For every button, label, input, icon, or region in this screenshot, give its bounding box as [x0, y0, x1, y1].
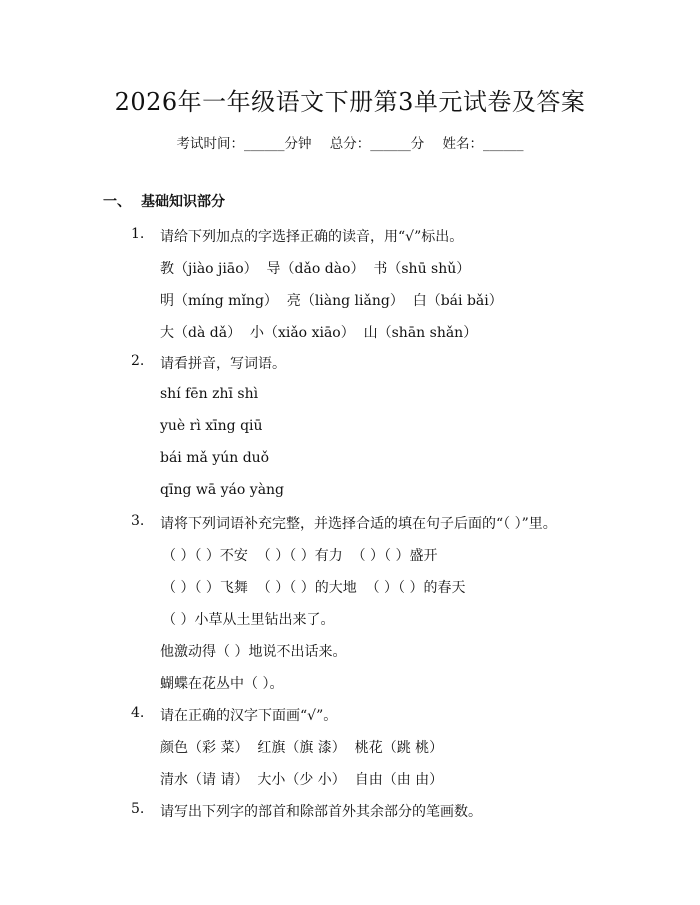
question-line: 清水（请 请） 大小（少 小） 自由（由 由）: [160, 772, 444, 788]
question-text: 请在正确的汉字下面画“√”。: [160, 708, 338, 724]
exam-time-field: 考试时间：______分钟: [176, 136, 312, 152]
question-line: 颜色（彩 菜） 红旗（旗 漆） 桃花（跳 桃）: [160, 740, 444, 756]
question-text: 请看拼音，写词语。: [160, 356, 286, 372]
exam-info-row: [0, 132, 700, 152]
question-line: （ ）（ ）不安 （ ）（ ）有力 （ ）（ ）盛开: [162, 548, 438, 564]
question-number: 1.: [131, 226, 145, 242]
question-line: shí fēn zhī shì: [160, 386, 259, 402]
question-line: 明（míng mǐng） 亮（liàng liǎng） 白（bái bǎi）: [160, 293, 503, 309]
question-text: 请写出下列字的部首和除部首外其余部分的笔画数。: [160, 804, 482, 820]
question-number: 2.: [131, 353, 145, 369]
question-line: 蝴蝶在花丛中（ ）。: [160, 676, 284, 692]
section-heading: [103, 191, 225, 211]
question-text: 请给下列加点的字选择正确的读音，用“√”标出。: [160, 229, 464, 245]
question-line: yuè rì xīng qiū: [160, 418, 263, 434]
question-number: 3.: [131, 513, 145, 529]
question-line: qīng wā yáo yàng: [160, 482, 285, 498]
question-text: 请将下列词语补充完整，并选择合适的填在句子后面的“（ ）”里。: [160, 516, 557, 532]
question-number: 4.: [131, 705, 145, 721]
page-title: 2026年一年级语文下册第3单元试卷及答案: [114, 88, 586, 116]
question-number: 5.: [131, 801, 145, 817]
question-line: 大（dà dǎ） 小（xiǎo xiāo） 山（shān shǎn）: [160, 325, 478, 341]
question-line: bái mǎ yún duǒ: [160, 450, 270, 466]
question-line: （ ）（ ）飞舞 （ ）（ ）的大地 （ ）（ ）的春天: [162, 580, 466, 596]
question-line: 他激动得（ ）地说不出话来。: [160, 644, 347, 660]
student-name-field: 姓名：______: [442, 136, 524, 152]
question-line: 教（jiào jiāo） 导（dǎo dào） 书（shū shǔ）: [160, 261, 471, 277]
section-title: 基础知识部分: [141, 194, 225, 210]
total-score-field: 总分：______分: [329, 136, 425, 152]
question-line: （ ）小草从土里钻出来了。: [162, 612, 335, 628]
section-number: 一、: [103, 194, 131, 210]
